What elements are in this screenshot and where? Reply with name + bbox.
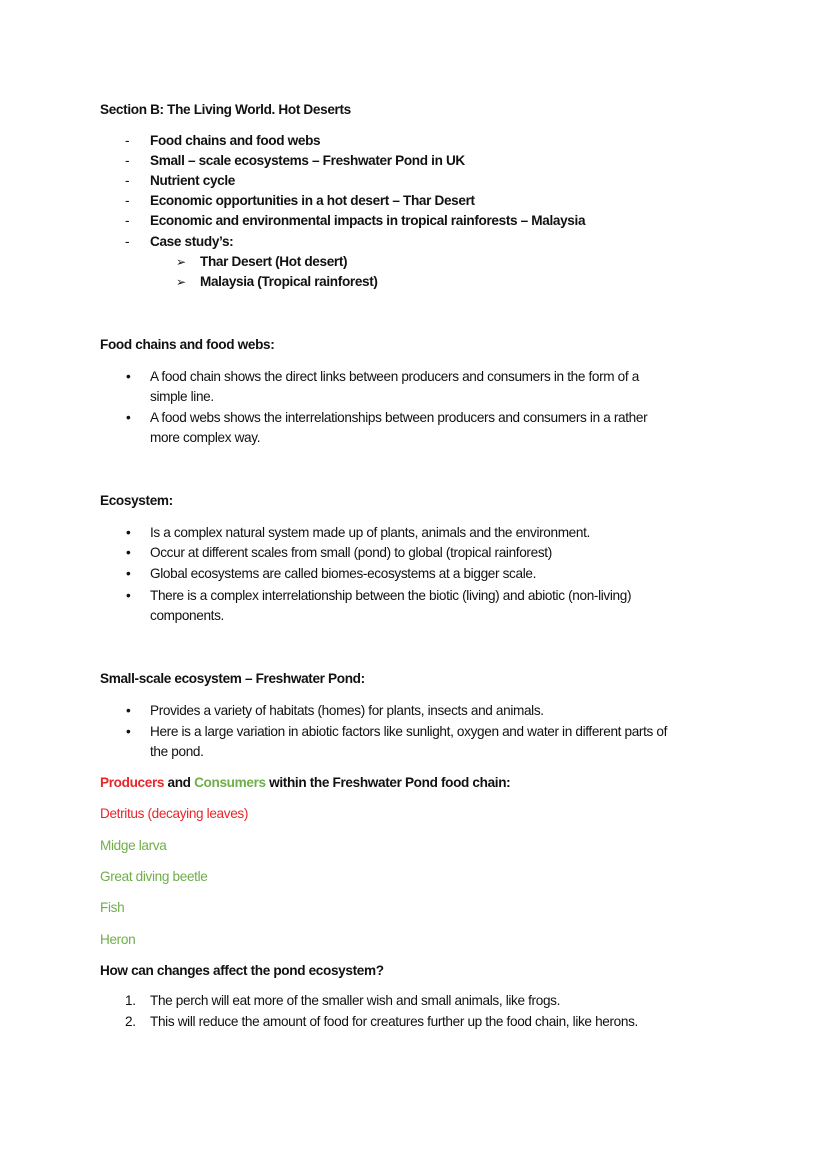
topic-item: Small – scale ecosystems – Freshwater Pond in UK <box>150 153 465 168</box>
page-title: Section B: The Living World. Hot Deserts <box>100 102 351 117</box>
chain-item-consumer: Midge larva <box>100 838 167 853</box>
bullet-text: A food webs shows the interrelationships between producers and consumers in a rather <box>150 410 648 425</box>
bullet-text: Is a complex natural system made up of plants, animals and the environment. <box>150 525 590 540</box>
bullet-text: A food chain shows the direct links between producers and consumers in the form of a <box>150 369 639 384</box>
section-heading: How can changes affect the pond ecosystem? <box>100 963 384 978</box>
list-number: 2. <box>125 1014 136 1029</box>
dash-marker: - <box>125 193 130 208</box>
dash-marker: - <box>125 153 130 168</box>
bullet-text: simple line. <box>150 389 214 404</box>
chain-item-consumer: Great diving beetle <box>100 869 208 884</box>
bullet-marker: • <box>126 525 131 540</box>
bullet-marker: • <box>126 588 131 603</box>
bullet-marker: • <box>126 703 131 718</box>
section-heading: Small-scale ecosystem – Freshwater Pond: <box>100 671 365 686</box>
dash-marker: - <box>125 133 130 148</box>
topic-item: Nutrient cycle <box>150 173 235 188</box>
numbered-item: The perch will eat more of the smaller wish and small animals, like frogs. <box>150 993 561 1008</box>
section-heading: Ecosystem: <box>100 493 173 508</box>
chain-item-consumer: Fish <box>100 900 125 915</box>
topic-item: Food chains and food webs <box>150 133 321 148</box>
bullet-marker: • <box>126 566 131 581</box>
bullet-text: Provides a variety of habitats (homes) for plants, insects and animals. <box>150 703 544 718</box>
bullet-text: There is a complex interrelationship between the biotic (living) and abiotic (non-living) <box>150 588 632 603</box>
bullet-marker: • <box>126 369 131 384</box>
list-number: 1. <box>125 993 136 1008</box>
producers-label: Producers <box>100 775 165 790</box>
heading-rest: within the Freshwater Pond food chain: <box>265 775 511 790</box>
bullet-marker: • <box>126 410 131 425</box>
bullet-text: Here is a large variation in abiotic factors like sunlight, oxygen and water in different parts of <box>150 724 668 739</box>
bullet-text: Occur at different scales from small (pond) to global (tropical rainforest) <box>150 545 552 560</box>
case-study-item: Malaysia (Tropical rainforest) <box>200 274 378 289</box>
bullet-marker: • <box>126 545 131 560</box>
arrow-bullet-icon: ➢ <box>176 275 186 289</box>
consumers-label: Consumers <box>194 775 266 790</box>
chain-item-producer: Detritus (decaying leaves) <box>100 806 249 821</box>
bullet-text: Global ecosystems are called biomes-ecosystems at a bigger scale. <box>150 566 536 581</box>
arrow-bullet-icon: ➢ <box>176 255 186 269</box>
bullet-text: the pond. <box>150 744 204 759</box>
bullet-marker: • <box>126 724 131 739</box>
case-study-item: Thar Desert (Hot desert) <box>200 254 348 269</box>
chain-item-consumer: Heron <box>100 932 136 947</box>
section-heading: Food chains and food webs: <box>100 337 275 352</box>
topic-item: Economic opportunities in a hot desert – Thar Desert <box>150 193 475 208</box>
dash-marker: - <box>125 173 130 188</box>
topic-item: Case study’s: <box>150 234 234 249</box>
numbered-item: This will reduce the amount of food for creatures further up the food chain, like herons. <box>150 1014 638 1029</box>
food-chain-heading <box>100 774 510 792</box>
bullet-text: components. <box>150 608 224 623</box>
and-text: and <box>164 775 195 790</box>
dash-marker: - <box>125 213 130 228</box>
bullet-text: more complex way. <box>150 430 261 445</box>
topic-item: Economic and environmental impacts in tropical rainforests – Malaysia <box>150 213 586 228</box>
dash-marker: - <box>125 234 130 249</box>
